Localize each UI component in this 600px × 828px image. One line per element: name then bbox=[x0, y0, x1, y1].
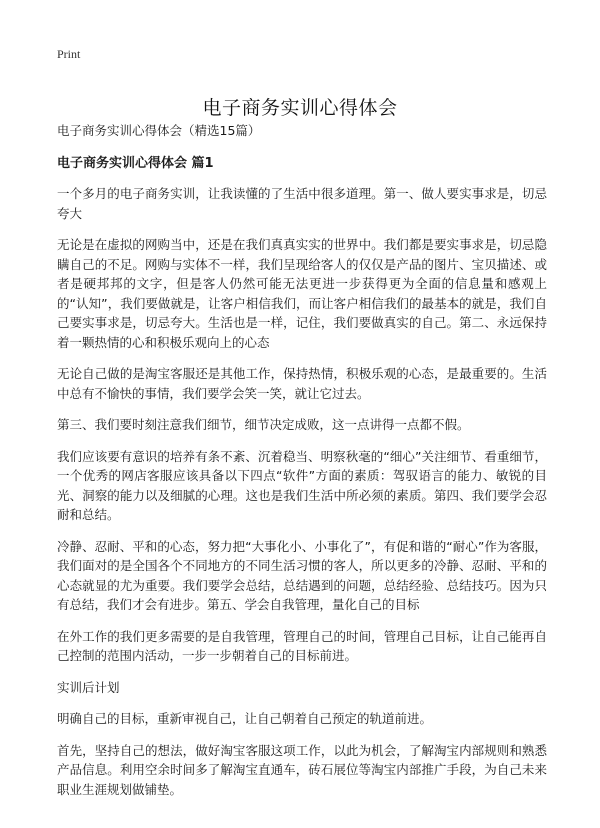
paragraph-4: 第三、我们要时刻注意我们细节，细节决定成败，这一点讲得一点都不假。 bbox=[57, 417, 470, 432]
page-title: 电子商务实训心得体会 bbox=[202, 96, 398, 119]
paragraph-8: 实训后计划 bbox=[57, 679, 120, 695]
paragraph-3: 无论自己做的是淘宝客服还是其他工作，保持热情，积极乐观的心态，是最重要的。生活中总有不愉快的事情，我们要学会笑一笑，就让它过去。 bbox=[57, 366, 547, 401]
paragraph-5: 我们应该要有意识的培养有条不紊、沉着稳当、明察秋毫的“细心”关注细节、看重细节，一个优秀的网店客服应该具备以下四点“软件”方面的素质：驾驭语言的能力、敏锐的目光、洞察的能力以及细腻的心理。这也是我们生活中所必须的素质。第四、我们要学会忍耐和总结。 bbox=[57, 448, 547, 522]
print-link[interactable]: Print bbox=[57, 47, 81, 61]
paragraph-6: 冷静、忍耐、平和的心态，努力把“大事化小、小事化了”，有促和谐的“耐心”作为客服，我们面对的是全国各个不同地方的不同生活习惯的客人，所以更多的冷静、忍耐、平和的心态就显的尤为重要。我们要学会总结，总结遇到的问题，总结经验、总结技巧。因为只有总结，我们才会有进步。第五、学会自我管理，量化自己的目标 bbox=[57, 538, 547, 612]
document-body bbox=[57, 122, 547, 811]
paragraph-7: 在外工作的我们更多需要的是自我管理，管理自己的时间，管理自己目标，让自己能再自己控制的范围内活动，一步一步朝着自己的目标前进。 bbox=[57, 628, 547, 663]
document-subtitle: 电子商务实训心得体会（精选15篇） bbox=[57, 123, 261, 138]
paragraph-2: 无论是在虚拟的网购当中，还是在我们真真实实的世界中。我们都是要实事求是，切忌隐瞒自己的不足。网购与实体不一样，我们呈现给客人的仅仅是产品的图片、宝贝描述、或者是硬邦邦的文字，但是客人仍然可能无法更进一步获得更为全面的信息量和感观上的“认知”，我们要做就是，让客户相信我们，而让客户相信我们的最基本的就是，我们自己要实事求是，切忌夸大。生活也是一样，记住，我们要做真实的自己。第二、永远保持着一颗热情的心和积极乐观向上的心态 bbox=[57, 237, 547, 350]
paragraph-10: 首先，坚持自己的想法，做好淘宝客服这项工作，以此为机会，了解淘宝内部规则和熟悉产品信息。利用空余时间多了解淘宝直通车，砖石展位等淘宝内部推广手段，为自己未来职业生涯规划做铺垫。 bbox=[57, 742, 547, 797]
paragraph-9: 明确自己的目标，重新审视自己，让自己朝着自己预定的轨道前进。 bbox=[57, 711, 433, 726]
section-heading: 电子商务实训心得体会 篇1 bbox=[57, 156, 214, 171]
paragraph-1: 一个多月的电子商务实训，让我读懂的了生活中很多道理。第一、做人要实事求是，切忌夸大 bbox=[57, 186, 547, 221]
